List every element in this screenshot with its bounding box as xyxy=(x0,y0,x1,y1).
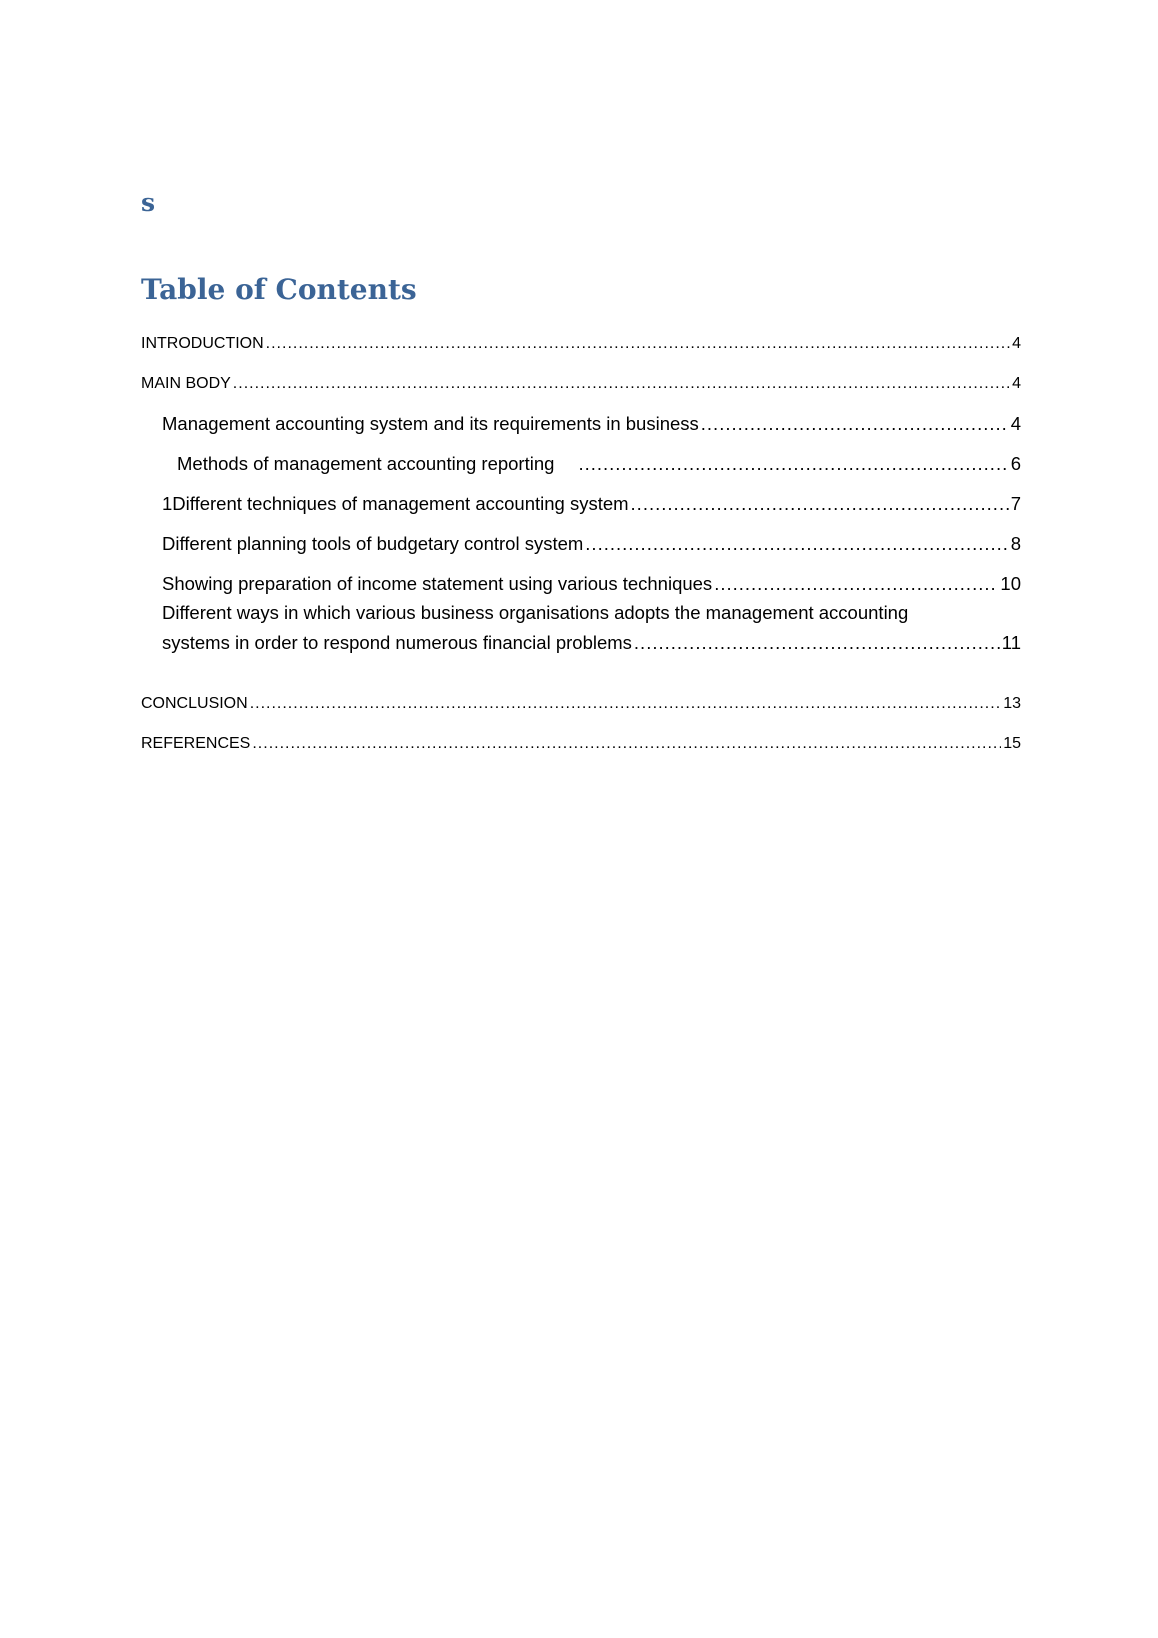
toc-page-number: 6 xyxy=(1010,453,1021,474)
dot-leader xyxy=(233,370,1010,398)
toc-entry-label-line2: systems in order to respond numerous financial problems xyxy=(162,632,632,653)
toc-page-number: 13 xyxy=(1003,695,1021,712)
toc-entry-introduction[interactable] xyxy=(141,318,1021,358)
toc-page-number: 10 xyxy=(1000,573,1021,594)
toc-entry-label: REFERENCES xyxy=(141,735,251,752)
toc-entry-different-ways[interactable] xyxy=(141,598,1021,678)
toc-entry-label: Showing preparation of income statement using various techniques xyxy=(162,573,713,594)
toc-entry-label: MAIN BODY xyxy=(141,375,231,392)
toc-entry-label: INTRODUCTION xyxy=(141,335,264,352)
toc-entry-references[interactable] xyxy=(141,718,1021,758)
toc-page-number: 7 xyxy=(1010,493,1021,514)
toc-entry-label: Methods of management accounting reporting xyxy=(177,453,555,474)
dot-leader xyxy=(578,450,1008,478)
dot-leader xyxy=(631,490,1009,518)
toc-entry-label: 1Different techniques of management accounting system xyxy=(162,493,629,514)
toc-entry-income-statement[interactable] xyxy=(141,558,1021,598)
toc-entry-methods-of-reporting[interactable] xyxy=(141,438,1021,478)
toc-entry-management-accounting-system[interactable] xyxy=(141,398,1021,438)
toc-entry-main-body[interactable] xyxy=(141,358,1021,398)
toc-title: Table of Contents xyxy=(141,273,417,306)
dot-leader xyxy=(250,690,1002,718)
toc-page-number: 4 xyxy=(1010,413,1021,434)
toc-page-number: 11 xyxy=(1001,632,1021,653)
toc-entry-line2 xyxy=(162,628,1021,658)
dot-leader xyxy=(634,628,1000,658)
dot-leader xyxy=(701,410,1009,438)
toc-entry-planning-tools[interactable] xyxy=(141,518,1021,558)
dot-leader xyxy=(585,530,1008,558)
table-of-contents xyxy=(141,318,1021,758)
stray-heading-letter: s xyxy=(141,188,156,217)
toc-entry-label: Different planning tools of budgetary control system xyxy=(162,533,584,554)
toc-entry-label-line1: Different ways in which various business organisations adopts the management accounting xyxy=(162,602,909,623)
toc-entry-label: CONCLUSION xyxy=(141,695,248,712)
dot-leader xyxy=(266,330,1010,358)
toc-page-number: 4 xyxy=(1012,375,1021,392)
toc-page-number: 15 xyxy=(1003,735,1021,752)
toc-page-number: 4 xyxy=(1012,335,1021,352)
toc-entry-different-techniques[interactable] xyxy=(141,478,1021,518)
toc-page-number: 8 xyxy=(1010,533,1021,554)
dot-leader xyxy=(252,730,1001,758)
dot-leader xyxy=(714,570,998,598)
toc-entry-label: Management accounting system and its requirements in business xyxy=(162,413,699,434)
toc-entry-conclusion[interactable] xyxy=(141,678,1021,718)
